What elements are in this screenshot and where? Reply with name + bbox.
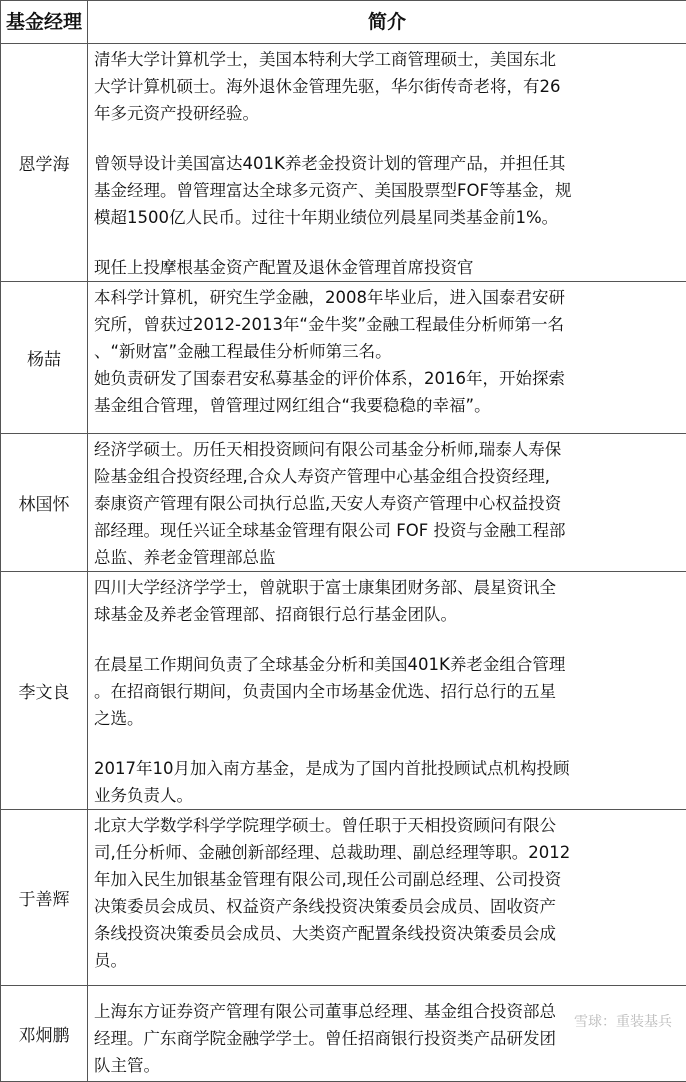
table-row	[1, 572, 686, 810]
manager-bio	[88, 810, 686, 986]
bio-line: 清华大学计算机学士，美国本特利大学工商管理硕士，美国东北	[94, 46, 678, 73]
manager-bio	[88, 282, 686, 434]
manager-name: 林国怀	[1, 434, 88, 572]
manager-bio	[88, 434, 686, 572]
bio-line: 经理。广东商学院金融学学士。曾任招商银行投资类产品研发团	[94, 1025, 678, 1052]
manager-name: 恩学海	[1, 44, 88, 282]
bio-line: 她负责研发了国泰君安私募基金的评价体系，2016年，开始探索	[94, 365, 678, 392]
bio-line: 大学计算机硕士。海外退休金管理先驱，华尔街传奇老将，有26	[94, 73, 678, 100]
bio-line: 年加入民生加银基金管理有限公司,现任公司副总经理、公司投资	[94, 866, 678, 893]
bio-line: 四川大学经济学学士，曾就职于富士康集团财务部、晨星资讯全	[94, 574, 678, 601]
bio-line: 业务负责人。	[94, 782, 678, 809]
bio-line: 总监、养老金管理部总监	[94, 544, 678, 571]
table-row	[1, 282, 686, 434]
manager-name: 于善辉	[1, 810, 88, 986]
bio-line: 上海东方证券资产管理有限公司董事总经理、基金组合投资部总	[94, 998, 678, 1025]
bio-line: 现任上投摩根基金资产配置及退休金管理首席投资官	[94, 254, 678, 281]
bio-line: 条线投资决策委员会成员、大类资产配置条线投资决策委员会成	[94, 920, 678, 947]
bio-line: 在晨星工作期间负责了全球基金分析和美国401K养老金组合管理	[94, 651, 678, 678]
bio-line: 年多元资产投研经验。	[94, 100, 678, 127]
table-row	[1, 434, 686, 572]
bio-line: 队主管。	[94, 1052, 678, 1079]
bio-line: 2017年10月加入南方基金，是成为了国内首批投顾试点机构投顾	[94, 755, 678, 782]
manager-name: 杨喆	[1, 282, 88, 434]
bio-line: 部经理。现任兴证全球基金管理有限公司 FOF 投资与金融工程部	[94, 517, 678, 544]
bio-line: 本科学计算机，研究生学金融，2008年毕业后，进入国泰君安研	[94, 284, 678, 311]
bio-line: 基金经理。曾管理富达全球多元资产、美国股票型FOF等基金，规	[94, 177, 678, 204]
manager-bio	[88, 44, 686, 282]
header-row	[1, 1, 686, 44]
bio-line: 泰康资产管理有限公司执行总监,天安人寿资产管理中心权益投资	[94, 490, 678, 517]
header-intro: 简介	[88, 1, 686, 44]
bio-line: 决策委员会成员、权益资产条线投资决策委员会成员、固收资产	[94, 893, 678, 920]
bio-line: 经济学硕士。历任天相投资顾问有限公司基金分析师,瑞泰人寿保	[94, 436, 678, 463]
table-row	[1, 44, 686, 282]
manager-name: 邓炯鹏	[1, 986, 88, 1082]
bio-line: 北京大学数学科学学院理学硕士。曾任职于天相投资顾问有限公	[94, 812, 678, 839]
bio-line: 司,任分析师、金融创新部经理、总裁助理、副总经理等职。2012	[94, 839, 678, 866]
bio-line: 球基金及养老金管理部、招商银行总行基金团队。	[94, 601, 678, 628]
header-manager: 基金经理	[1, 1, 88, 44]
bio-line: 。在招商银行期间，负责国内全市场基金优选、招行总行的五星	[94, 678, 678, 705]
manager-bio	[88, 572, 686, 810]
table-row	[1, 986, 686, 1082]
bio-line: 险基金组合投资经理,合众人寿资产管理中心基金组合投资经理,	[94, 463, 678, 490]
bio-line: 究所，曾获过2012-2013年“金牛奖”金融工程最佳分析师第一名	[94, 311, 678, 338]
bio-line: 之选。	[94, 705, 678, 732]
manager-name: 李文良	[1, 572, 88, 810]
bio-line: 基金组合管理，曾管理过网红组合“我要稳稳的幸福”。	[94, 392, 678, 419]
bio-line: 模超1500亿人民币。过往十年期业绩位列晨星同类基金前1%。	[94, 204, 678, 231]
manager-bio	[88, 986, 686, 1082]
table-row	[1, 810, 686, 986]
bio-line: 员。	[94, 947, 678, 974]
watermark: 雪球：重装基兵	[574, 1011, 672, 1031]
bio-line: 曾领导设计美国富达401K养老金投资计划的管理产品，并担任其	[94, 150, 678, 177]
bio-line: 、“新财富”金融工程最佳分析师第三名。	[94, 338, 678, 365]
